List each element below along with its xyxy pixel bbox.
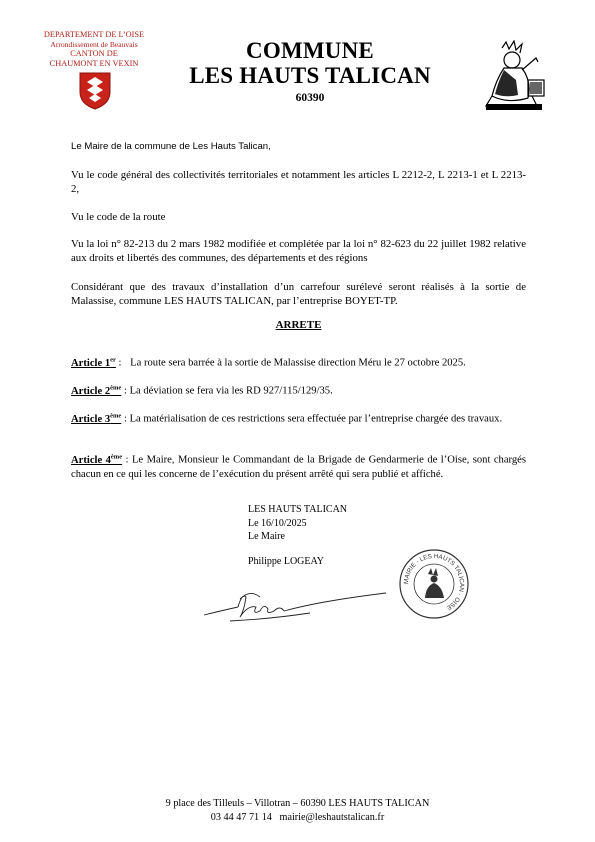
marianne-emblem-icon — [478, 40, 550, 114]
article-3-text: La matérialisation de ces restrictions sera effectuée par l’entreprise chargée des travaux. — [129, 413, 503, 425]
department-header — [28, 30, 160, 68]
article-3-label: Article 3ème — [71, 412, 122, 425]
considerant: Considérant que des travaux d’installation d’un carrefour surélevé seront réalisés à la sortie de Malassise, commune LES HAUTS TALICAN, par l’entreprise BOYET-TP. — [71, 281, 526, 307]
official-stamp — [398, 548, 470, 620]
title-line-1: COMMUNE — [246, 38, 374, 63]
sign-role: Le Maire — [248, 531, 285, 543]
stamp-text: MAIRIE · LES HAUTS TALICAN · OISE — [402, 552, 466, 612]
dept-line-2: Arrondissement de Beauvais — [50, 39, 138, 49]
footer-contact: 03 44 47 71 14 mairie@leshautstalican.fr — [210, 812, 385, 823]
maire-intro: Le Maire de la commune de Les Hauts Talican, — [71, 141, 271, 152]
coat-of-arms-icon — [79, 72, 111, 110]
sign-place: LES HAUTS TALICAN — [248, 504, 348, 515]
article-2-label: Article 2ème — [71, 384, 122, 397]
title-line-2: LES HAUTS TALICAN — [189, 63, 431, 88]
article-4-text: Le Maire, Monsieur le Commandant de la Brigade de Gendarmerie de l’Oise, sont chargés chacun en ce qui les concerne de l’exécution du présent arrêté qui sera publié et affiché. — [71, 454, 527, 480]
signer-name: Philippe LOGEAY — [248, 556, 325, 567]
article-3: Article 3ème : La matérialisation de ces restrictions sera effectuée par l’entreprise chargée des travaux. — [71, 412, 503, 425]
footer-address: 9 place des Tilleuls – Villotran – 60390 LES HAUTS TALICAN — [165, 798, 430, 809]
dept-line-1: DEPARTEMENT DE L’OISE — [43, 30, 145, 39]
article-1: Article 1er : La route sera barrée à la sortie de Malassise direction Méru le 27 octobre 2025. — [71, 356, 466, 369]
article-2-text: La déviation se fera via les RD 927/115/129/35. — [129, 385, 333, 397]
dept-line-4: CHAUMONT EN VEXIN — [49, 58, 139, 68]
postcode: 60390 — [295, 92, 325, 104]
dept-line-3: CANTON DE — [70, 49, 118, 59]
article-4: Article 4ème : Le Maire, Monsieur le Commandant de la Brigade de Gendarmerie de l’Oise, sont chargés chacun en ce qui les concerne de l’exécution du présent arrêté qui sera publié et affiché. — [71, 453, 527, 480]
vu-code-route: Vu le code de la route — [71, 211, 166, 223]
handwritten-signature — [200, 585, 390, 630]
article-1-label: Article 1er — [71, 356, 116, 369]
vu-cgct: Vu le code général des collectivités territoriales et notamment les articles L 2212-2, L 2213-1 et L 2213-2, — [71, 169, 526, 195]
article-2: Article 2ème : La déviation se fera via les RD 927/115/129/35. — [71, 384, 333, 397]
article-1-text: La route sera barrée à la sortie de Malassise direction Méru le 27 octobre 2025. — [130, 357, 466, 369]
arrete-title: ARRETE — [275, 319, 322, 331]
sign-date: Le 16/10/2025 — [248, 517, 307, 529]
article-4-label: Article 4ème — [71, 453, 123, 466]
commune-title — [160, 38, 460, 88]
signature-block — [248, 503, 347, 544]
vu-loi: Vu la loi n° 82-213 du 2 mars 1982 modifiée et complétée par la loi n° 82-623 du 22 juillet 1982 relative aux droits et libertés des communes, des départements et des régions — [71, 238, 526, 264]
